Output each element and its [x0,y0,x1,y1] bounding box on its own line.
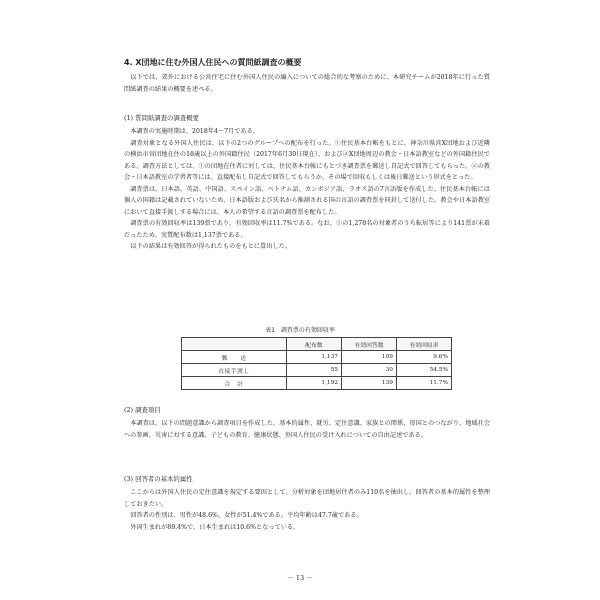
paragraph: ここからは外国人住民の定住意識を規定する要因として、分析対象を団地居住者のみ110名を抽出し、回答者の基本的属性を整理しておきたい。 [124,489,490,508]
valid-cell: 30 [342,364,397,377]
section-intro [124,72,490,95]
rate-cell: 9.6% [397,351,452,364]
header-cell: 配布数 [287,338,342,351]
distributed-cell: 55 [287,364,342,377]
row-label: 合 計 [182,377,287,390]
paragraph: 本調査の実施時期は、2018年4～7月である。 [130,128,259,135]
valid-cell: 139 [342,377,397,390]
rate-cell: 54.5% [397,364,452,377]
paragraph: 本調査は、以下の問題意識から調査項目を作成した。基本的属性、就労、定住意識、家族との関係、母国とのつながり、地域社会への参画、災害に対する意識、子どもの教育、健康状態、外国人住民の受け入れについての自由記述である。 [124,420,490,439]
row-label: 直接手渡し [182,364,287,377]
rate-cell: 11.7% [397,377,452,390]
table-header-row [182,338,452,351]
paragraph: 調査票の有効回収率は139票であり、有効回収率は11.7%である。なお、①の1,278名の対象者のうち転居等により141票が未着だったため、実質配布数は1,137票である。 [124,220,490,239]
distributed-cell: 1,137 [287,351,342,364]
distributed-cell: 1,192 [287,377,342,390]
paragraph: 調査対象となる外国人住民は、以下の2つのグループへの配布を行った。①住民基本台帳をもとに、神奈川県営X団地および近隣の横浜市営団地在住の18歳以上の外国籍住民（2017年6月30日現在）、および②X団地周辺の教会・日本語教室などの外国籍住民である。調査方法としては、①の団地在住者に対しては、住民基本台帳にもとづき調査票を郵送し自記式で回答してもらった。②の教会・日本語教室の学習者等には、直接配布し自記式で回答してもらうか、その場で回収もしくは後日郵送という形式をとった。 [124,139,490,181]
table-row [182,364,452,377]
paragraph: 回答者の性別は、男性が48.6%、女性が51.4%である。平均年齢は47.7歳である。 [130,512,363,519]
paragraph: 以下の結果は有効回答が得られたものをもとに算出した。 [130,243,292,250]
paragraph: 調査票は、日本語、英語、中国語、スペイン語、ベトナム語、カンボジア語、ラオス語の7言語版を作成した。住民基本台帳には個人の国籍は記載されていないため、日本語版および氏名から推測される国の言語の調査票を同封して送付した。教会や日本語教室において直接手渡しする場合には、本人の希望する言語の調査票を配布した。 [124,185,490,216]
header-cell: 有効回収率 [397,338,452,351]
table-caption: 表1 調査票の有効回収率 [265,327,335,334]
intro-paragraph: 以下では、郊外における公営住宅に住む外国人住民の編入についての総合的な考察のために、本研究チームが2018年に行った質問紙調査の結果の概要を述べる。 [124,74,490,93]
table-row [182,351,452,364]
sub2-heading: (2) 調査項目 [124,406,161,414]
section-title: 4. X団地に住む外国人住民への質問紙調査の概要 [124,58,302,67]
response-rate-table [181,337,452,390]
header-cell: 有効回答数 [342,338,397,351]
page-number: － 13 － [287,574,313,582]
header-cell [182,338,287,351]
sub1-body [124,126,490,253]
sub3-heading: (3) 回答者の基本的属性 [124,475,193,483]
sub3-body [124,487,490,533]
row-label: 郵 送 [182,351,287,364]
valid-cell: 109 [342,351,397,364]
table-row [182,377,452,390]
paragraph: 外国生まれが89.4%で、日本生まれは10.6%となっている。 [130,523,300,531]
sub2-body [124,418,490,441]
sub1-heading: (1) 質問紙調査の調査概要 [124,114,199,122]
